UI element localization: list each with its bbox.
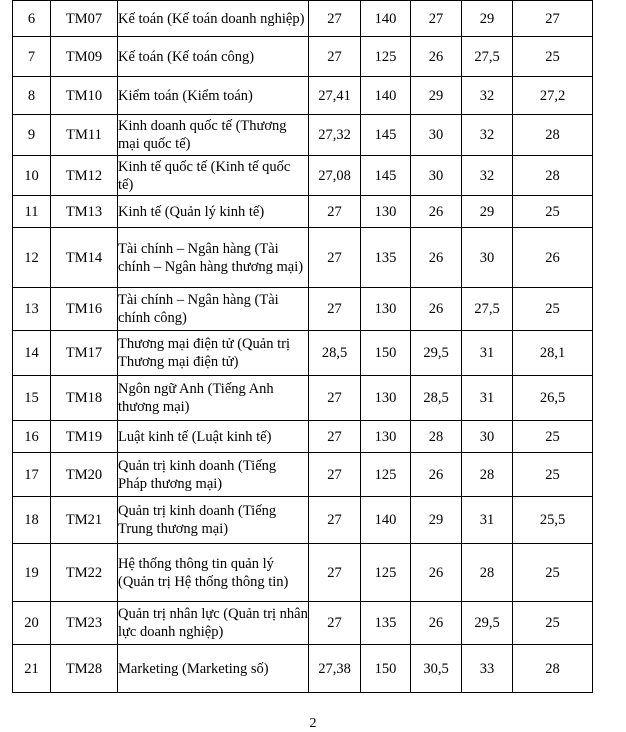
cell-c4: 30 (462, 421, 513, 453)
cell-stt: 21 (13, 645, 51, 693)
cell-c5: 28,1 (513, 331, 593, 376)
cell-c2: 140 (361, 497, 411, 544)
cell-c4: 27,5 (462, 288, 513, 331)
cell-c4: 31 (462, 497, 513, 544)
table-row (13, 497, 593, 544)
cell-c5: 25 (513, 37, 593, 77)
cell-stt: 7 (13, 37, 51, 77)
table-row (13, 115, 593, 156)
cell-c2: 145 (361, 115, 411, 156)
table-row (13, 288, 593, 331)
table-row (13, 645, 593, 693)
cell-c3: 30 (411, 115, 462, 156)
cell-c1: 27 (309, 228, 361, 288)
cell-c5: 25,5 (513, 497, 593, 544)
table-body (13, 1, 593, 693)
cell-name: Kinh tế quốc tế (Kinh tế quốc tế) (118, 156, 309, 196)
cell-c2: 130 (361, 288, 411, 331)
cell-stt: 18 (13, 497, 51, 544)
admission-scores-table (12, 0, 593, 693)
cell-code: TM09 (51, 37, 118, 77)
cell-c4: 29 (462, 196, 513, 228)
cell-c3: 26 (411, 37, 462, 77)
cell-c2: 140 (361, 77, 411, 115)
cell-c3: 27 (411, 1, 462, 37)
cell-c1: 27 (309, 544, 361, 602)
cell-code: TM21 (51, 497, 118, 544)
cell-c5: 26 (513, 228, 593, 288)
cell-code: TM20 (51, 453, 118, 497)
cell-c3: 26 (411, 196, 462, 228)
cell-c1: 27 (309, 1, 361, 37)
cell-c3: 26 (411, 288, 462, 331)
cell-code: TM19 (51, 421, 118, 453)
cell-c5: 25 (513, 196, 593, 228)
cell-c4: 31 (462, 331, 513, 376)
cell-c1: 28,5 (309, 331, 361, 376)
cell-c3: 26 (411, 602, 462, 645)
cell-c1: 27,41 (309, 77, 361, 115)
cell-c4: 30 (462, 228, 513, 288)
cell-c2: 150 (361, 645, 411, 693)
cell-c5: 27,2 (513, 77, 593, 115)
cell-stt: 13 (13, 288, 51, 331)
cell-name: Quản trị kinh doanh (Tiếng Trung thương mại) (118, 497, 309, 544)
cell-code: TM11 (51, 115, 118, 156)
cell-code: TM10 (51, 77, 118, 115)
cell-c3: 30 (411, 156, 462, 196)
cell-c5: 26,5 (513, 376, 593, 421)
cell-stt: 12 (13, 228, 51, 288)
cell-c4: 32 (462, 156, 513, 196)
cell-c1: 27 (309, 453, 361, 497)
table-row (13, 196, 593, 228)
cell-c3: 28,5 (411, 376, 462, 421)
cell-name: Tài chính – Ngân hàng (Tài chính công) (118, 288, 309, 331)
cell-c3: 26 (411, 544, 462, 602)
cell-c4: 33 (462, 645, 513, 693)
cell-c3: 29,5 (411, 331, 462, 376)
cell-code: TM18 (51, 376, 118, 421)
cell-c1: 27 (309, 196, 361, 228)
cell-code: TM13 (51, 196, 118, 228)
cell-c4: 32 (462, 115, 513, 156)
cell-code: TM14 (51, 228, 118, 288)
cell-stt: 8 (13, 77, 51, 115)
cell-c5: 25 (513, 602, 593, 645)
cell-name: Kinh doanh quốc tế (Thương mại quốc tế) (118, 115, 309, 156)
cell-c5: 25 (513, 544, 593, 602)
cell-code: TM16 (51, 288, 118, 331)
cell-name: Kiểm toán (Kiểm toán) (118, 77, 309, 115)
cell-c1: 27 (309, 376, 361, 421)
cell-c2: 145 (361, 156, 411, 196)
cell-name: Ngôn ngữ Anh (Tiếng Anh thương mại) (118, 376, 309, 421)
cell-c1: 27,08 (309, 156, 361, 196)
cell-c4: 31 (462, 376, 513, 421)
cell-c3: 29 (411, 497, 462, 544)
cell-stt: 20 (13, 602, 51, 645)
cell-c1: 27 (309, 421, 361, 453)
cell-code: TM22 (51, 544, 118, 602)
cell-c5: 28 (513, 115, 593, 156)
table-row (13, 453, 593, 497)
cell-c3: 28 (411, 421, 462, 453)
cell-stt: 14 (13, 331, 51, 376)
cell-c1: 27 (309, 288, 361, 331)
cell-c2: 125 (361, 453, 411, 497)
cell-c2: 135 (361, 228, 411, 288)
cell-name: Tài chính – Ngân hàng (Tài chính – Ngân hàng thương mại) (118, 228, 309, 288)
cell-stt: 15 (13, 376, 51, 421)
cell-stt: 6 (13, 1, 51, 37)
cell-c5: 28 (513, 645, 593, 693)
cell-c2: 150 (361, 331, 411, 376)
cell-code: TM28 (51, 645, 118, 693)
cell-name: Marketing (Marketing số) (118, 645, 309, 693)
cell-code: TM17 (51, 331, 118, 376)
cell-code: TM07 (51, 1, 118, 37)
cell-c3: 26 (411, 453, 462, 497)
cell-c1: 27,38 (309, 645, 361, 693)
cell-c4: 29,5 (462, 602, 513, 645)
cell-stt: 11 (13, 196, 51, 228)
table-row (13, 602, 593, 645)
cell-name: Thương mại điện tử (Quản trị Thương mại điện tử) (118, 331, 309, 376)
cell-code: TM12 (51, 156, 118, 196)
cell-c5: 25 (513, 288, 593, 331)
cell-name: Hệ thống thông tin quản lý (Quản trị Hệ thống thông tin) (118, 544, 309, 602)
table-row (13, 376, 593, 421)
cell-name: Kế toán (Kế toán công) (118, 37, 309, 77)
table-row (13, 1, 593, 37)
cell-stt: 9 (13, 115, 51, 156)
cell-name: Luật kinh tế (Luật kinh tế) (118, 421, 309, 453)
cell-c1: 27,32 (309, 115, 361, 156)
cell-c4: 28 (462, 453, 513, 497)
cell-stt: 10 (13, 156, 51, 196)
cell-c2: 140 (361, 1, 411, 37)
cell-name: Kinh tế (Quản lý kinh tế) (118, 196, 309, 228)
cell-c2: 130 (361, 376, 411, 421)
cell-code: TM23 (51, 602, 118, 645)
cell-name: Quản trị nhân lực (Quản trị nhân lực doanh nghiệp) (118, 602, 309, 645)
table-row (13, 37, 593, 77)
table-row (13, 544, 593, 602)
cell-c3: 26 (411, 228, 462, 288)
page-number: 2 (309, 716, 317, 731)
table-row (13, 228, 593, 288)
cell-name: Quản trị kinh doanh (Tiếng Pháp thương mại) (118, 453, 309, 497)
cell-stt: 19 (13, 544, 51, 602)
cell-c5: 25 (513, 453, 593, 497)
cell-c5: 28 (513, 156, 593, 196)
cell-c2: 135 (361, 602, 411, 645)
cell-c2: 125 (361, 544, 411, 602)
cell-c1: 27 (309, 37, 361, 77)
table-row (13, 156, 593, 196)
cell-c1: 27 (309, 497, 361, 544)
cell-c4: 29 (462, 1, 513, 37)
cell-c4: 32 (462, 77, 513, 115)
cell-c5: 25 (513, 421, 593, 453)
table-row (13, 77, 593, 115)
cell-c5: 27 (513, 1, 593, 37)
cell-c3: 30,5 (411, 645, 462, 693)
cell-name: Kế toán (Kế toán doanh nghiệp) (118, 1, 309, 37)
cell-c4: 27,5 (462, 37, 513, 77)
table-row (13, 421, 593, 453)
cell-c2: 130 (361, 421, 411, 453)
cell-stt: 16 (13, 421, 51, 453)
table-row (13, 331, 593, 376)
cell-c3: 29 (411, 77, 462, 115)
cell-c2: 130 (361, 196, 411, 228)
cell-c4: 28 (462, 544, 513, 602)
cell-c2: 125 (361, 37, 411, 77)
cell-stt: 17 (13, 453, 51, 497)
cell-c1: 27 (309, 602, 361, 645)
